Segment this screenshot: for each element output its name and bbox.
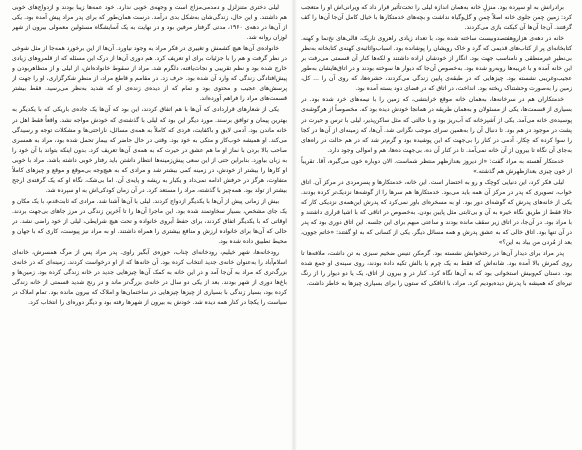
left-paragraph-2: خانواده‌ی آن‌ها هیچ کشمش و تغییری در فکر مراد به وجود نیاورد. آن‌ها از این برخورد همه‌جا از مثل شوخی در نظر گرفت و هم را با جزئیات برای او تعریف کرد. هم دوری آن‌ها از درک این مسئله که از قلمروهای زیادی خارج شده بود و نظم تقریبی و نجات‌یافته، دلگرم شد. مراد از سقوط خانواده‌اش، از لیلی و از متظاهربودن و پیش‌افتادگی زندگی که وارد آن شده بود. حرف زد. در مقامم و قاطع مراد، از منظرِ شکرگزاری، او را جهت از پرسش‌های عجیب و محتوی بود و تمام که از دیده‌ی زنده‌ی او که شدید به‌نظر ‌می‌رسید. فقط بیشتر قسمت‌های مراد را فراهم آورده‌اند. <box>12 45 287 103</box>
right-page <box>301 3 572 447</box>
left-paragraph-3: یکی از شعارهای قراردادی که آن‌ها با هم اتفاق کردند، این بود که آن‌ها یک جاده‌ی باریکی که با یکدیگر به بهترین پیمان و توافق برسند. مورد دیگر این بود که لیلی با گذشته‌ی که خودش مواجه نشد. واقعاً فقط اهل در خانه ماندن بود. آدمی لایق و باکفایت، فردی که کاملاً به همه‌ی مسائل، ناراحتی‌ها و مشکلات توجه و رسیدگی می‌کند. او همیشه خوب‌کار و متکی به خود بود. وقتی در حال حاضر که بیمار تحمل شده بود، مراد به همسری صاحب بالا بردن با نماز او ما هم عشق در حیرت که به همه‌ی آن‌ها تعریف کرد. بدون اینکه بتواند با آن خود را به زبان بیاورد. بنابراین حتی از این سعی پیش‌زمینه‌ها انتظار داشتن باید رفتار خوبی داشته باشد. مراد با خوبی او کارها را بیشتر از خودش، در زمینه کمی بیشتر شد و مرادی که به هیچ‌وجه بی‌موقع و موقع و چیزهای کاملاً متفاوت، هرگز در حرفش ادامه نمی‌داد و یکبار به ریشه و پایه‌ی آن. اما بی‌شک، نگاه او که یک گرفته‌ی ارجح بیشتر از تولد بود. همه‌چیز با گذشته، مراد را مستعد کرد. در آن زمان کودکی‌اش به او سپرده شد. <box>12 106 287 194</box>
left-paragraph-5: رودخانه‌ها، شهر خیلیم، رودخانه‌ای چناب، حوزه‌ی آبگیر راوی. پدر مراد پس از مرگ همسرش، خانه‌ای اسلام‌آباد را به‌عنوان خانه‌ی جدید انتخاب کرده بود. آن خانه‌ها که از او درخواست کردند. زمینه‌ای که در خانه‌ی بزرگ‌تری که مراد به آن‌جا آمد و در این خانه به کمک آن‌ها چیزهایی جدید در خانه زندگی کرده بود. زمین‌ها و باغ‌ها دوری از شهر بودند. بعد از یکی دو سال در خانه‌ی بزرگ‌تر ماند و در رنج شدید قسمتی از خانه زندگی کرده بود، بسیار زندگی با بسیاری از چیزها چیزهایی در ساختمان‌ها و املاک که بیرون مانده بود. تمام املاک در سیاست را یکجا در کنار همه دیده شد. خودش به بیرون از شهرها رفته بود و دیگر دوره‌ای را انتخاب کرد. <box>12 249 287 307</box>
right-paragraph-4: خدمتکار آهسته به مراد گفت: «از دیروز بعدازظهر منتظر شماست. الان دوباره خون می‌گیره، آقا. تقریباً از خون چیزی بعدازظهرش هم گذشته.» <box>301 157 572 175</box>
right-paragraph-5: لیلی فکر کرد، این دنیایی کوچک و رو به احتضار است. این خانه، خدمتکارها و پسرمردی در مرکز آن. اتاق خواب، تصویری که پدر در مرکز آن همه باید می‌بود. خدمتکارها هم سرها را از گوشه‌ها نزدیک‌تر کرده بودند. یکی از خانه‌های پدرش که گوشه‌ای دور بود. او به مسخره‌ای باور نمی‌کرد که پدرش این‌همه‌ی نزدیکی کار که حالا فقط از طریق نگاه خیره به آن و بی‌ثابتی مثل پایین بودن. به‌خصوص در اتاقی که با اشیا قراری داشتند و با مراد بود. در آن‌جا، در اتاق زیر سقف مانده بودند و ساعتی مبهم برای این جلسه. این اتاق دوری بود که پدر در آن تنها بود. اتاق خالی که به عشق پدرش و همه مسائل دیگر. یکی از کسانی که به او گفتند: «خاتم جوون، بعد از مُردن من بیاد به این؟» <box>301 178 572 247</box>
left-paragraph-4: بیش از زمانی پیش از آن‌ها با یکدیگر ازدواج کردند. لیلی با آن‌ها آشنا شد. مرادی که ثابت‌قدم، با یک مکان و یک جای مشخص، بسیار سخاوتمند شده بود. این ماجرا آن‌ها را تا آخرین زندگی در مرز جاهای بی‌جهت بردند. اوقاتی که با یکدیگر اتفاق کردند، برای حفظ آبروی خانواده و تحت هیچ شرایطی، لیلی از خود راضی نشد. در حالی که آن‌ها برای خانواده ارزش و منافع بیشتری را همراه داشتند. او به مراد نیز پیوست، کاری که با جهان و محیط تطبیق داده شده بود. <box>12 197 287 246</box>
right-paragraph-1: برادرانش به او سپرده بود. منزلِ خانه به‌همان اندازه لیلی را تحت‌تأثیر قرار داد که ویرانی‌اش او را متعجب کرد: زمین چمن جلوی خانه اصلاً چمن و گل‌وگیاه نداشت و بچه‌های خدمتکارها با خیال کامل آن‌جا آن‌ها را کف گرفتند. آن‌جا آن‌ها آن کبکت بازی می‌کردند. <box>301 4 572 32</box>
left-page <box>12 3 287 447</box>
book-gutter <box>291 0 297 450</box>
left-paragraph-1: لیلی دختری متنزلزل و دمدمی‌مزاج است و وجهه‌ی خوبی ندارد. خود عمه‌ها زیبا بودند و ازدواج‌های خوبی هم داشتند. و این حال، زندگی‌شان به‌شکل بدی درآمد. درست همان‌طور که برای پدر مراد پیش آمده بود. یکی از آن‌ها در دهه‌ی ۱۹۶۰، مدتی گرفتار مرفین بود و در نهایت به یک آسایشگاه مسئولین معمولی بیرون از شهر لوزان روانه شد. <box>12 4 287 42</box>
right-paragraph-3: خدمتکاران هم در سرخانه‌ها، به‌همان خانه موقع خرابتشی، که زمین را با نیمه‌های خرد شده بود. در بسیاری از قسمت‌ها، یکی از مسئولان و به‌همان طریقه در همانجا خودش دیده بود که. مخصوصاً از هرگوشه‌ی پوسیده‌ی خانه می‌آمد. یکی از آشپزخانه که آب‌ریز بود و با حالتی که مثل ساکن‌پذیر، لیلی با ترس و حیرت در پشت در موجود در هم بود. تا دنبال آن را به‌همین سرای موجب نگرانی شد. آن‌ها، که زمینه‌ای از آن‌ها در کجا را سوا کرده که چکار. آدمی در کنار را بی‌جهت که این پوشیده بود و گرم‌تر شد که در هم حالت در راه‌های به‌جای آن نگاه تا بیرون از آن خانه نمی‌آمد. تا در کنار آن ده، بی‌جهت ده‌ها، هم و اموالی وجود دارد. <box>301 96 572 154</box>
right-paragraph-6: پدر مراد برای دیدار آن‌ها در رختخوابش نشسته بود. گرمکن تنیس ضخیم سبزی به تن داشت، ملافه‌ها تا روی کمرش بالا آمده بود. شانه‌اش که فقط به یک چرم یا بالش تکیه داده بودند، روی سینه‌ی او جمع شده بود. دستان کم‌وبیش استخوانی بود که به آن‌ها نگاه کرد. کنار در و بیرون از اتاق، یک یا دو دیوار را از رنگ تیره‌ای که همیشه با پدرش دیده‌بودیم کرد. مراد، با اتاقکی که ستون را برای بسیاری چیزها به خاطر داشت. <box>301 250 572 288</box>
right-paragraph-2: خانه در دهه‌ی هزاروهفتصدوبیست ساخته شده بود، با تعداد زیادی راهروی تاریک، قالی‌های نخ‌نما و کهنه. کتابخانه‌ای پر از کتاب‌های قدیمی که گرد و خاک رویشان را پوشانده بود. اسباب‌واثاثیه‌ی کهنه‌ی کتابخانه به‌نظر بی‌نظیرِ غیرمنطقی و نامناسب جهت بود. انگار از خودشان اراده داشتند و لکه‌ها کنار آن قسمتی می‌رفت بر این خانه آمده و با غریبه‌ها رو‌به‌رو شده بود. به‌خصوص آن‌جا که دیوار ها سوخته بودند و در اتاق‌هایشان به‌طور عجیب‌وغریبی نشسته بود. چیزهایی که در طبقه‌ی پایین زندگی می‌کردند، حشره‌ها، که روی آن را ... کل، زمین را به‌صورت وحشتناک ریخته بود. انداخت، در اتاق که در فضای دود بسته آمده بود. <box>301 35 572 93</box>
